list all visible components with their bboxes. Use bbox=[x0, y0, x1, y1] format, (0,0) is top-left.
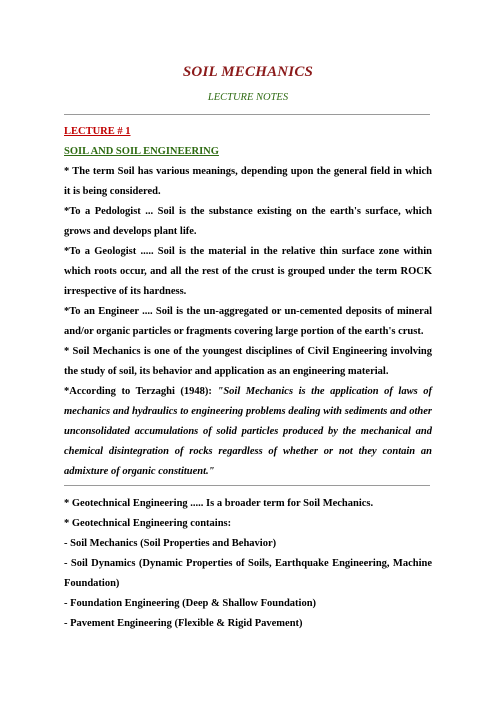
section-heading: SOIL AND SOIL ENGINEERING bbox=[64, 146, 219, 157]
definitions-block bbox=[64, 162, 432, 482]
document-title: SOIL MECHANICS bbox=[182, 64, 314, 80]
geotechnical-block bbox=[64, 494, 432, 634]
horizontal-rule-middle bbox=[64, 485, 430, 486]
lecture-heading: LECTURE # 1 bbox=[64, 126, 131, 137]
geotech-line: * Geotechnical Engineering ..... Is a broader term for Soil Mechanics. bbox=[64, 498, 374, 509]
geotech-line: - Foundation Engineering (Deep & Shallow Foundation) bbox=[64, 598, 317, 609]
geotech-line: * Geotechnical Engineering contains: bbox=[64, 518, 232, 529]
paragraph-soil-mechanics: * Soil Mechanics is one of the youngest disciplines of Civil Engineering involving the study of soil, its behavior and application as an engineering material. bbox=[64, 346, 432, 377]
geotech-line: - Soil Mechanics (Soil Properties and Behavior) bbox=[64, 538, 277, 549]
paragraph-geologist: *To a Geologist ..... Soil is the material in the relative thin surface zone within which roots occur, and all the rest of the crust is grouped under the term ROCK irrespective of its hardness. bbox=[64, 246, 432, 297]
geotech-line: - Pavement Engineering (Flexible & Rigid Pavement) bbox=[64, 618, 303, 629]
terzaghi-quote: "Soil Mechanics is the application of laws of mechanics and hydraulics to engineering problems dealing with sediments and other unconsolidated accumulations of solid particles produced by the mechanical and chemical disintegration of rocks regardless of whether or not they contain an admixture of organic constituent." bbox=[64, 386, 432, 477]
horizontal-rule-top bbox=[64, 114, 430, 115]
paragraph-soil-term: * The term Soil has various meanings, depending upon the general field in which it is being considered. bbox=[64, 166, 432, 197]
paragraph-terzaghi bbox=[64, 382, 432, 482]
paragraph-engineer: *To an Engineer .... Soil is the un-aggregated or un-cemented deposits of mineral and/or organic particles or fragments covering large portion of the earth's crust. bbox=[64, 306, 432, 337]
paragraph-pedologist: *To a Pedologist ... Soil is the substance existing on the earth's surface, which grows and develops plant life. bbox=[64, 206, 432, 237]
geotech-line: - Soil Dynamics (Dynamic Properties of Soils, Earthquake Engineering, Machine Foundation) bbox=[64, 558, 432, 589]
document-subtitle: LECTURE NOTES bbox=[207, 92, 289, 103]
terzaghi-lead: *According to Terzaghi (1948): bbox=[64, 386, 218, 397]
